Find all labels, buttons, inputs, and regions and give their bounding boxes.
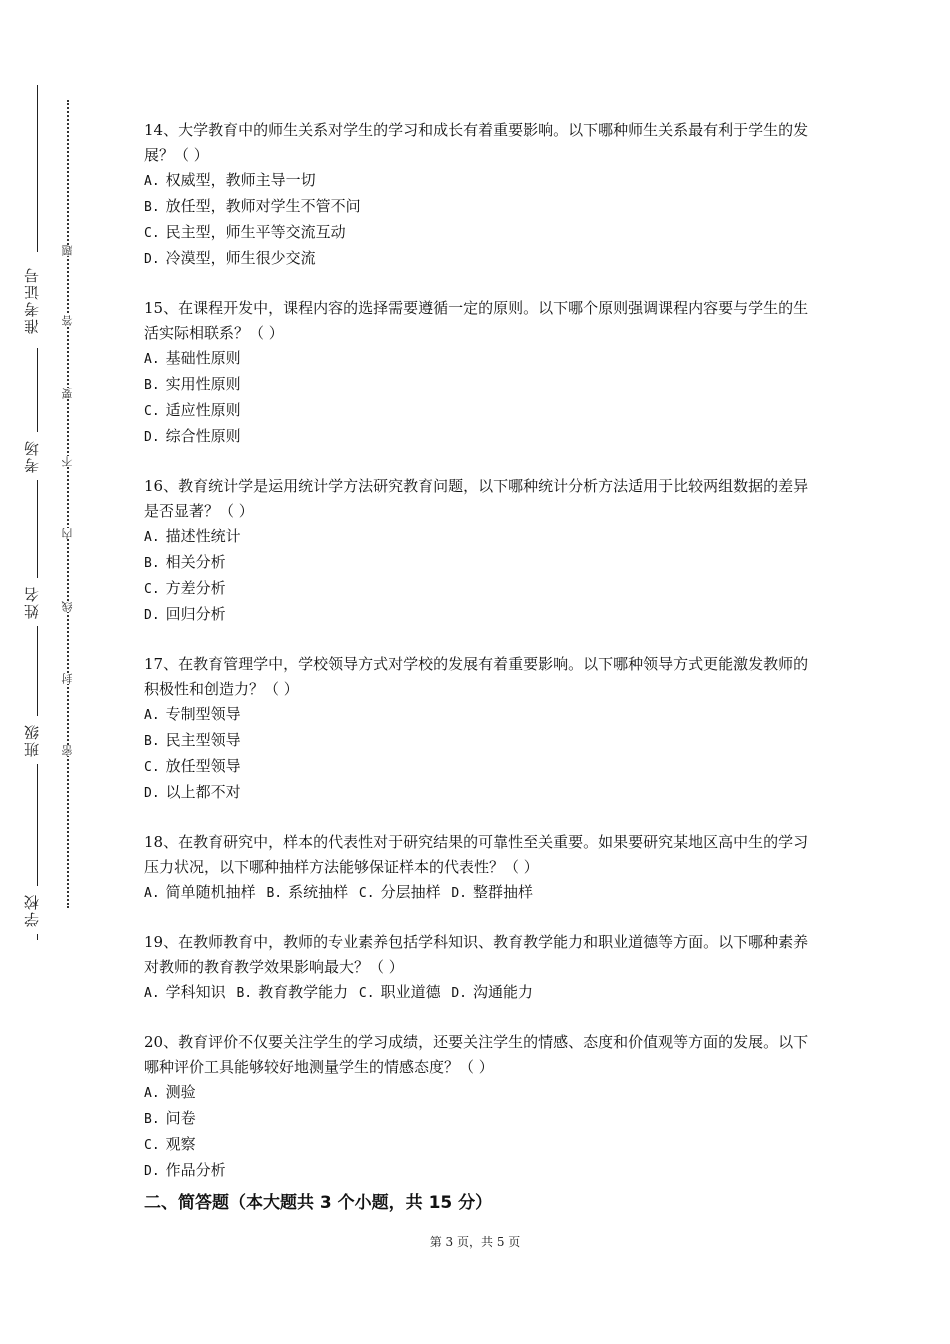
option-letter: A. <box>144 986 160 1001</box>
question-18 <box>144 830 814 906</box>
section-title: 二、简答题（本大题共 3 个小题，共 15 分） <box>144 1193 493 1213</box>
question-19 <box>144 930 814 1006</box>
option-d: D. 综合性原则 <box>144 427 241 445</box>
option-letter: D. <box>451 986 468 1001</box>
option-c: C. 适应性原则 <box>144 401 241 419</box>
seal-char: 内 <box>61 528 74 539</box>
field-exam-room: 考场 <box>20 432 44 480</box>
option-text: 分层抽样 <box>380 883 441 901</box>
question-20 <box>144 1030 814 1184</box>
binding-dotted-line <box>67 100 69 908</box>
option-b: B. 民主型领导 <box>144 731 241 749</box>
question-stem: 20、教育评价不仅要关注学生的学习成绩，还要关注学生的情感、态度和价值观等方面的发展。以下哪种评价工具能够较好地测量学生的情感态度？（ ） <box>144 1033 809 1076</box>
option-letter: B. <box>236 986 253 1001</box>
option-d: D. 冷漠型，师生很少交流 <box>144 249 316 267</box>
option-a: A. 专制型领导 <box>144 705 241 723</box>
option-row <box>144 880 814 906</box>
question-14 <box>144 118 814 272</box>
option-b: B. 放任型，教师对学生不管不问 <box>144 197 361 215</box>
option-text: 系统抽样 <box>288 883 349 901</box>
option-letter: C. <box>358 886 375 901</box>
question-stem: 15、在课程开发中，课程内容的选择需要遵循一定的原则。以下哪个原则强调课程内容要与学生的生活实际相联系？（ ） <box>144 299 809 342</box>
option-text: 简单随机抽样 <box>165 883 256 901</box>
option-text: 学科知识 <box>165 983 226 1001</box>
binding-solid-line <box>37 85 38 940</box>
option-c: C. 观察 <box>144 1135 196 1153</box>
question-16 <box>144 474 814 628</box>
option-d: D. 作品分析 <box>144 1161 226 1179</box>
question-stem: 19、在教师教育中，教师的专业素养包括学科知识、教育教学能力和职业道德等方面。以下哪种素养对教师的教育教学效果影响最大？（ ） <box>144 933 809 976</box>
option-d: D. 回归分析 <box>144 605 226 623</box>
field-school: 学校 <box>20 886 44 934</box>
question-stem: 17、在教育管理学中，学校领导方式对学校的发展有着重要影响。以下哪种领导方式更能激发教师的积极性和创造力？（ ） <box>144 655 809 698</box>
option-text: 教育教学能力 <box>258 983 349 1001</box>
option-c: C. 民主型，师生平等交流互动 <box>144 223 346 241</box>
option-a: A. 描述性统计 <box>144 527 241 545</box>
question-list <box>144 118 814 1208</box>
option-c: C. 放任型领导 <box>144 757 241 775</box>
option-text: 整群抽样 <box>473 883 534 901</box>
field-exam-id: 准考证号 <box>20 252 44 348</box>
option-letter: C. <box>358 986 375 1001</box>
option-b: B. 实用性原则 <box>144 375 241 393</box>
seal-char: 答 <box>61 315 74 326</box>
question-stem: 14、大学教育中的师生关系对学生的学习和成长有着重要影响。以下哪种师生关系最有利于学生的发展？（ ） <box>144 121 809 164</box>
option-letter: D. <box>451 886 468 901</box>
option-row <box>144 980 814 1006</box>
option-a: A. 权威型，教师主导一切 <box>144 171 316 189</box>
question-15 <box>144 296 814 450</box>
seal-char: 题 <box>61 245 74 256</box>
seal-char: 线 <box>61 601 74 612</box>
option-a: A. 测验 <box>144 1083 196 1101</box>
seal-char: 密 <box>61 745 74 756</box>
option-text: 职业道德 <box>380 983 441 1001</box>
option-b: B. 相关分析 <box>144 553 226 571</box>
option-letter: A. <box>144 886 160 901</box>
seal-char: 封 <box>61 673 74 684</box>
question-stem: 18、在教育研究中，样本的代表性对于研究结果的可靠性至关重要。如果要研究某地区高中生的学习压力状况，以下哪种抽样方法能够保证样本的代表性？（ ） <box>144 833 809 876</box>
option-a: A. 基础性原则 <box>144 349 241 367</box>
question-17 <box>144 652 814 806</box>
field-class: 班级 <box>20 716 44 764</box>
question-stem: 16、教育统计学是运用统计学方法研究教育问题，以下哪种统计分析方法适用于比较两组数据的差异是否显著？（ ） <box>144 477 809 520</box>
page-footer: 第 3 页，共 5 页 <box>429 1235 521 1249</box>
option-text: 沟通能力 <box>473 983 534 1001</box>
option-letter: B. <box>266 886 283 901</box>
option-c: C. 方差分析 <box>144 579 226 597</box>
option-d: D. 以上都不对 <box>144 783 241 801</box>
option-b: B. 问卷 <box>144 1109 196 1127</box>
field-name: 姓名 <box>20 578 44 626</box>
seal-char: 要 <box>61 388 74 399</box>
seal-char: 不 <box>61 456 74 467</box>
